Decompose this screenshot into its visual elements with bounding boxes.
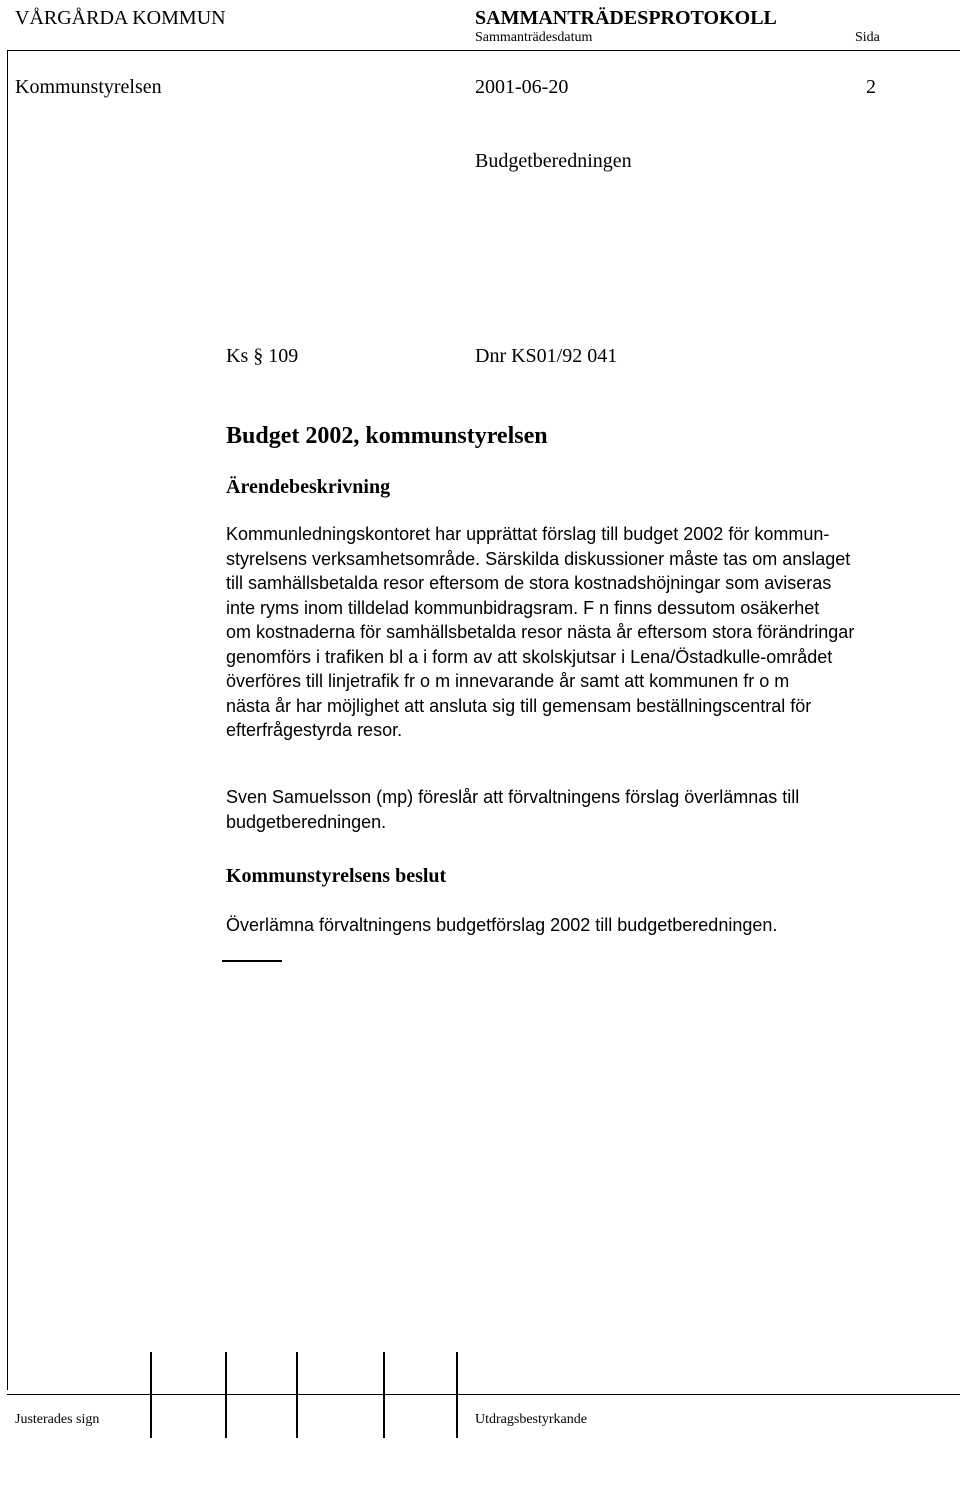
description-line: inte ryms inom tilldelad kommunbidragsram. F n finns dessutom osäkerhet [226, 597, 820, 618]
description-line: nästa år har möjlighet att ansluta sig till gemensam beställningscentral för [226, 695, 812, 716]
proposal-paragraph [226, 785, 926, 834]
left-margin-rule [7, 50, 8, 1390]
proposal-line: budgetberedningen. [226, 811, 387, 832]
meta-body: Kommunstyrelsen [15, 76, 162, 98]
description-line: genomförs i trafiken bl a i form av att skolskjutsar i Lena/Östadkulle-området [226, 646, 833, 667]
footer-utdrag-label: Utdragsbestyrkande [475, 1412, 587, 1427]
paragraph-reference [226, 346, 298, 366]
end-of-item-rule [222, 960, 282, 962]
section-symbol: § [253, 345, 264, 367]
description-line: överföres till linjetrafik fr o m innevarande år samt att kommunen fr o m [226, 671, 790, 691]
description-line: efterfrågestyrda resor. [226, 720, 403, 740]
paragraph-prefix: Ks [226, 345, 249, 367]
meta-meeting-date: 2001-06-20 [475, 76, 569, 98]
paragraph-number: 109 [268, 345, 299, 367]
signature-box-divider [383, 1352, 385, 1438]
footer-rule [7, 1394, 960, 1395]
signature-box-divider [456, 1352, 458, 1438]
signature-box-divider [296, 1352, 298, 1438]
decision-text: Överlämna förvaltningens budgetförslag 2002 till budgetberedningen. [226, 915, 778, 935]
description-heading: Ärendebeskrivning [226, 476, 391, 498]
diary-number: Dnr KS01/92 041 [475, 345, 618, 367]
header-rule [7, 50, 960, 51]
destination: Budgetberedningen [475, 150, 632, 172]
description-paragraph [226, 522, 926, 743]
header-document-type: SAMMANTRÄDESPROTOKOLL [475, 7, 777, 29]
item-title: Budget 2002, kommunstyrelsen [226, 423, 548, 449]
header-date-label: Sammanträdesdatum [475, 30, 593, 45]
proposal-line: Sven Samuelsson (mp) föreslår att förvaltningens förslag överlämnas till [226, 787, 800, 807]
header-page-label: Sida [855, 30, 880, 45]
meta-page-number: 2 [866, 76, 876, 98]
signature-box-divider [225, 1352, 227, 1438]
signature-box-divider [150, 1352, 152, 1438]
description-line: om kostnaderna för samhällsbetalda resor nästa år eftersom stora förändringar [226, 622, 855, 642]
decision-heading: Kommunstyrelsens beslut [226, 865, 447, 887]
footer-justerades-label: Justerades sign [15, 1412, 100, 1427]
header-organization: VÅRGÅRDA KOMMUN [15, 7, 226, 29]
description-line: till samhällsbetalda resor eftersom de stora kostnadshöjningar som aviseras [226, 573, 832, 593]
description-line: styrelsens verksamhetsområde. Särskilda diskussioner måste tas om anslaget [226, 548, 851, 569]
description-line: Kommunledningskontoret har upprättat förslag till budget 2002 för kommun- [226, 524, 830, 544]
